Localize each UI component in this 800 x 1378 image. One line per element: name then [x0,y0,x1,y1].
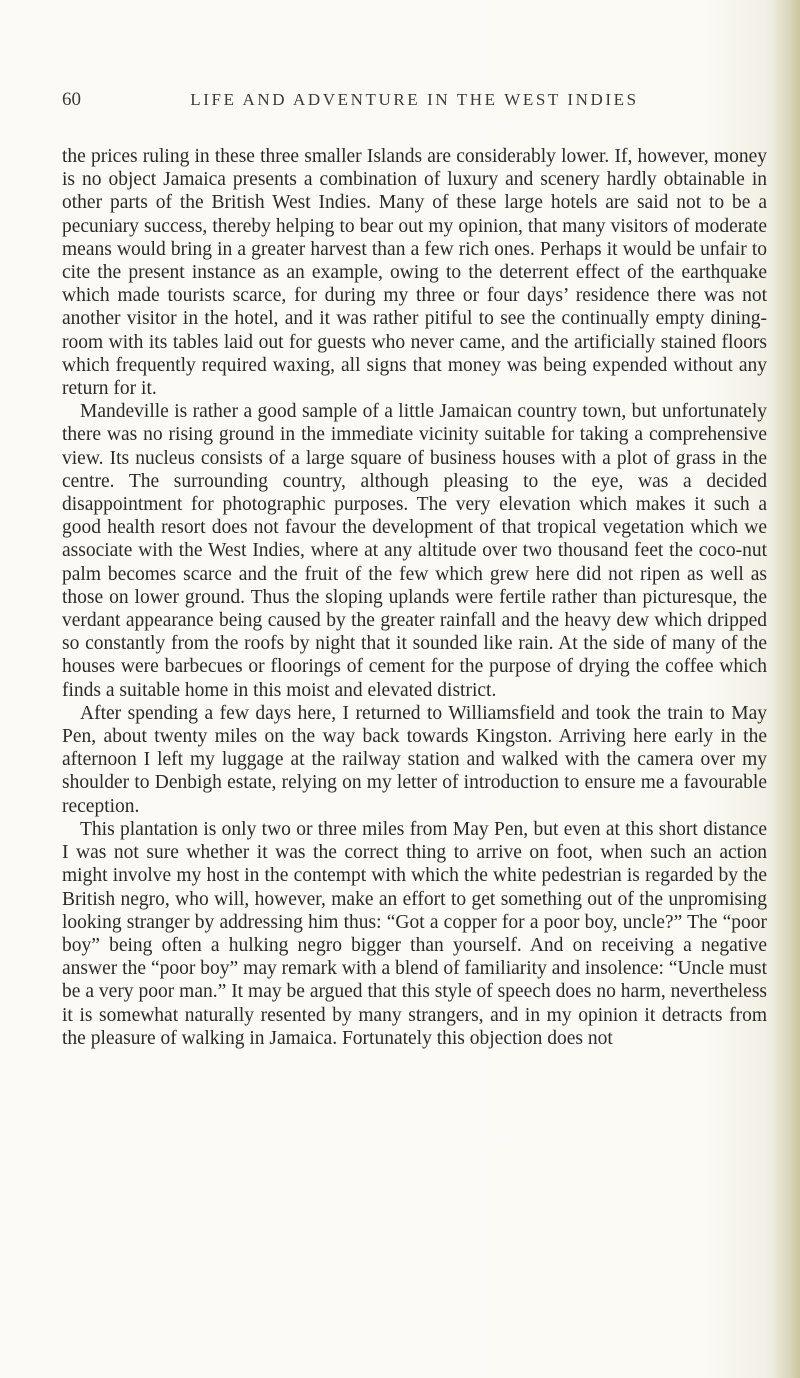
page-binding-shadow [772,0,800,1378]
page-number: 60 [62,89,81,110]
paragraph-3: After spending a few days here, I returned to Williamsfield and took the train to May Pen, about twenty miles on the way back towards Kingston. Arriving here early in the afternoon I left my luggage at the railway station and walked with the camera over my shoulder to Denbigh estate, relying on my letter of introduction to ensure me a favourable reception. [62,702,767,817]
paragraph-2: Mandeville is rather a good sample of a little Jamaican country town, but unfortunately there was no rising ground in the immediate vicinity suitable for taking a comprehensive view. Its nucleus consists of a large square of business houses with a plot of grass in the centre. The surrounding country, although pleasing to the eye, was a decided disappointment for photographic purposes. The very elevation which makes it such a good health resort does not favour the development of that tropical vegetation which we associate with the West Indies, where at any altitude over two thousand feet the coco-nut palm becomes scarce and the fruit of the few which grew here did not ripen as well as those on lower ground. Thus the sloping uplands were fertile rather than picturesque, the verdant appearance being caused by the greater rainfall and the heavy dew which dripped so constantly from the roofs by night that it sounded like rain. At the side of many of the houses were barbecues or floorings of cement for the purpose of drying the coffee which finds a suitable home in this moist and elevated district. [62,401,767,701]
running-head: LIFE AND ADVENTURE IN THE WEST INDIES [190,90,639,109]
page-header [62,88,767,124]
body-text [62,145,767,1050]
paragraph-4: This plantation is only two or three miles from May Pen, but even at this short distance I was not sure whether it was the correct thing to arrive on foot, when such an action might involve my host in the contempt with which the white pedestrian is regarded by the British negro, who will, however, make an effort to get something out of the unpromising looking stranger by addressing him thus: “Got a copper for a poor boy, uncle?” The “poor boy” being often a hulking negro bigger than yourself. And on receiving a negative answer the “poor boy” may remark with a blend of familiarity and insolence: “Uncle must be a very poor man.” It may be argued that this style of speech does no harm, nevertheless it is somewhat naturally resented by many strangers, and in my opinion it detracts from the pleasure of walking in Jamaica. Fortunately this objection does not [62,818,767,1049]
paragraph-1: the prices ruling in these three smaller Islands are considerably lower. If, however, money is no object Jamaica presents a combination of luxury and scenery hardly obtainable in other parts of the British West Indies. Many of these large hotels are said not to be a pecuniary success, thereby helping to bear out my opinion, that many visitors of moderate means would bring in a greater harvest than a few rich ones. Perhaps it would be unfair to cite the present instance as an example, owing to the deterrent effect of the earthquake which made tourists scarce, for during my three or four days’ residence there was not another visitor in the hotel, and it was rather pitiful to see the continually empty dining-room with its tables laid out for guests who never came, and the artificially stained floors which frequently required waxing, all signs that money was being expended without any return for it. [62,146,767,400]
